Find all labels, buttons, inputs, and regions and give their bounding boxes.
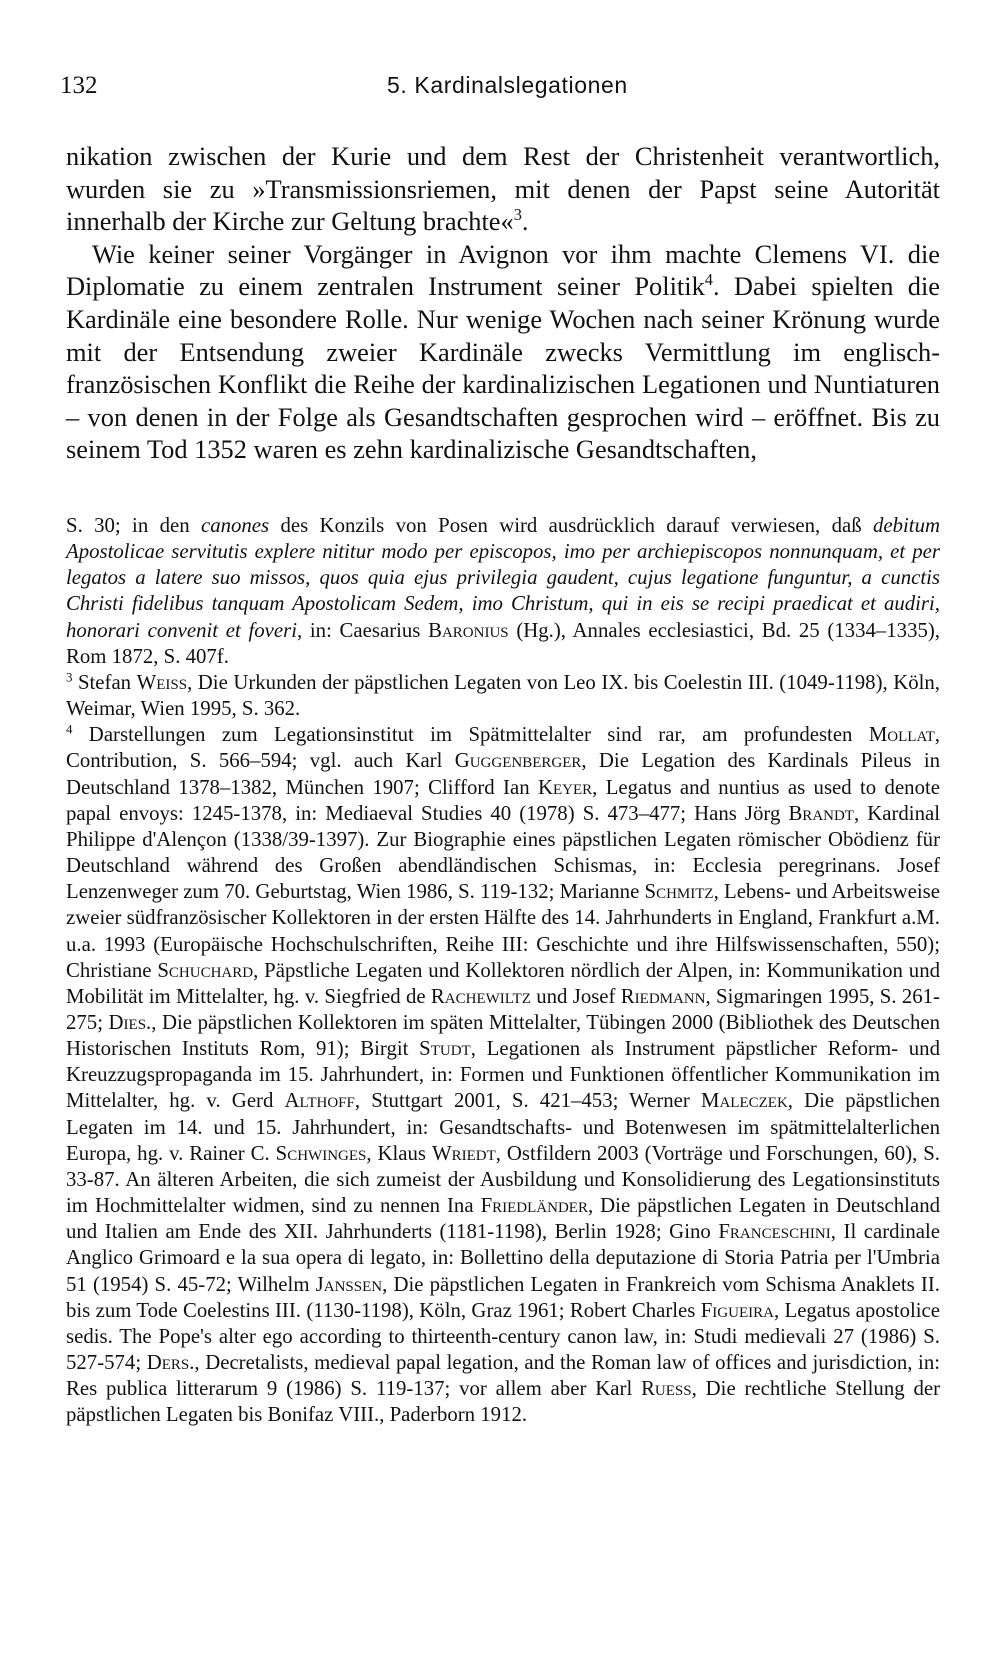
footnotes [66, 513, 940, 1428]
footnote-number: 3 [66, 670, 73, 685]
page-number: 132 [60, 72, 98, 99]
main-text [66, 140, 940, 466]
footnote-number: 4 [66, 722, 73, 737]
running-head: 5. Kardinalslegationen [387, 72, 628, 98]
footnote-ref: 4 [704, 270, 713, 290]
page-header [60, 72, 940, 108]
footnote-4: $^4$ Darstellungen zum Legationsinstitut im Spätmittelalter sind rar, am profundesten Mollat, Contribution, S. 566–594; vgl. auch Karl Guggenberger, Die Legation des Kardinals Pileus in Deutschland 1378–1382, München 1907; Clifford Ian Keyer, Legatus and nuntius as used to denote papal envoys: 1245-1378, in: Mediaeval Studies 40 (1978) S. 473–477; Hans Jörg Brandt, Kardinal Philippe d'Alençon (1338/39-1397). Zur Biographie eines päpstlichen Legaten römischer Obödienz für Deutschland während des Großen abendländischen Schismas, in: Ecclesia peregrinans. Josef Lenzenweger zum 70. Geburtstag, Wien 1986, S. 119-132; Marianne Schmitz, Lebens- und Arbeitsweise zweier südfranzösischer Kollektoren in der ersten Hälfte des 14. Jahrhunderts in England, Frankfurt a.M. u.a. 1993 (Europäische Hochschulschriften, Reihe III: Geschichte und ihre Hilfswissenschaften, 550); Christiane Schuchard, Päpstliche Legaten und Kollektoren nördlich der Alpen, in: Kommunikation und Mobilität im Mittelalter, hg. v. Siegfried de Rachewiltz und Josef Riedmann, Sigmaringen 1995, S. 261-275; Dies., Die päpstlichen Kollektoren im späten Mittelalter, Tübingen 2000 (Bibliothek des Deutschen Historischen Instituts Rom, 91); Birgit Studt, Legationen als Instrument päpstlicher Reform- und Kreuzzugspropaganda im 15. Jahrhundert, in: Formen und Funktionen öffentlicher Kommunikation im Mittelalter, hg. v. Gerd Althoff, Stuttgart 2001, S. 421–453; Werner Maleczek, Die päpstlichen Legaten im 14. und 15. Jahrhundert, in: Gesandtschafts- und Botenwesen im spätmittelalterlichen Europa, hg. v. Rainer C. Schwinges, Klaus Wriedt, Ostfildern 2003 (Vorträge und Forschungen, 60), S. 33-87. An älteren Arbeiten, die sich zumeist der Ausbildung und Konsolidierung des Legationsinstituts im Hochmittelalter widmen, sind zu nennen Ina Friedländer, Die päpstlichen Legaten in Deutschland und Italien am Ende des XII. Jahrhunderts (1181-1198), Berlin 1928; Gino Franceschini, Il cardinale Anglico Grimoard e la sua opera di legato, in: Bollettino della deputazione di Storia Patria per l'Umbria 51 (1954) S. 45-72; Wilhelm Janssen, Die päpstlichen Legaten in Frankreich vom Schisma Anaklets II. bis zum Tode Coelestins III. (1130-1198), Köln, Graz 1961; Robert Charles Figueira, Legatus apostolice sedis. The Pope's alter ego according to thirteenth-century canon law, in: Studi medievali 27 (1986) S. 527-574; Ders., Decretalists, medieval papal legation, and the Roman law of offices and jurisdiction, in: Res publica litterarum 9 (1986) S. 119-137; vor allem aber Karl Ruess, Die rechtliche Stellung der päpstlichen Legaten bis Bonifaz VIII., Paderborn 1912. [66, 722, 941, 1427]
footnote-2-continued: S. 30; in den canones des Konzils von Posen wird ausdrücklich darauf verwiesen, daß debitum Apostolicae servitutis explere nititur modo per episcopos, imo per archiepiscopos nonnunquam, et per legatos a latere suo missos, quos quia ejus privilegia gaudent, cujus legatione funguntur, a cunctis Christi fidelibus tanquam Apostolicam Sedem, imo Christum, qui in eis se recipi praedicat et audiri, honorari convenit et foveri, in: Caesarius Baronius (Hg.), Annales ecclesiastici, Bd. 25 (1334–1335), Rom 1872, S. 407f. [66, 514, 940, 668]
footnote-ref: 3 [513, 205, 522, 225]
footnote-3: $^3$ Stefan Weiss, Die Urkunden der päpstlichen Legaten von Leo IX. bis Coelestin III. (1049-1198), Köln, Weimar, Wien 1995, S. 362. [66, 670, 940, 721]
paragraph: Wie keiner seiner Vorgänger in Avignon vor ihm machte Clemens VI. die Diplomatie zu einem zentralen Instrument seiner Politik$^4$. Dabei spielten die Kardinäle eine besondere Rolle. Nur wenige Wochen nach seiner Krönung wurde mit der Entsendung zweier Kardinäle zwecks Vermittlung im englisch-französischen Konflikt die Reihe der kardinalizischen Legationen und Nuntiaturen – von denen in der Folge als Gesandtschaften gesprochen wird – eröffnet. Bis zu seinem Tod 1352 waren es zehn kardinalizische Gesandtschaften, [66, 238, 941, 465]
paragraph: nikation zwischen der Kurie und dem Rest der Christenheit verantwortlich, wurden sie zu »Transmissionsriemen, mit denen der Papst seine Autorität innerhalb der Kirche zur Geltung brachte«$^3$. [66, 141, 940, 237]
